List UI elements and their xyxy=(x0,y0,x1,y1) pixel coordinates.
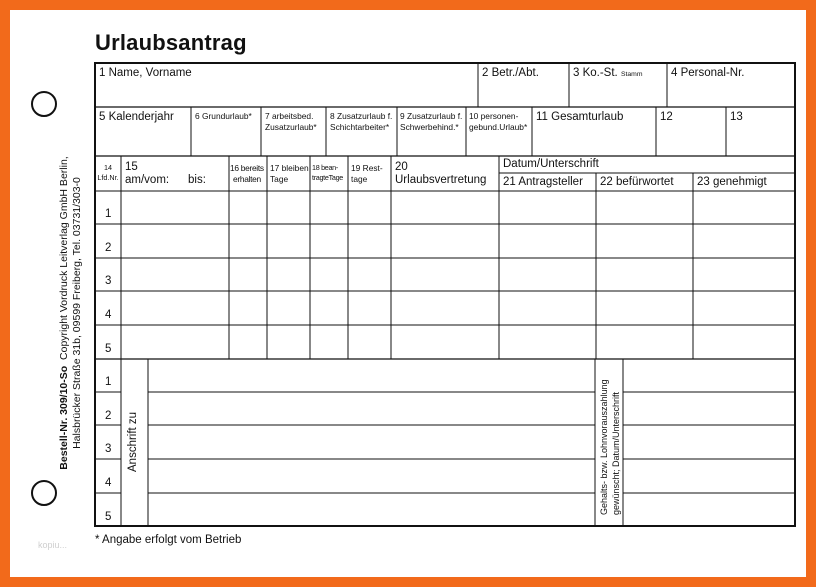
column-rest-days-header: 19 Rest- tage xyxy=(351,163,383,184)
watermark-text: kopiu... xyxy=(38,540,68,550)
field-disability-leave-label: 9 Zusatzurlaub f. Schwerbehind.* xyxy=(400,111,463,132)
field-work-condition-leave-label: 7 arbeitsbed. Zusatzurlaub* xyxy=(265,111,317,132)
signature-group-header: Datum/Unterschrift xyxy=(503,158,599,170)
field-base-leave-label: 6 Grundurlaub* xyxy=(195,111,252,121)
column-date-from-header: 15 am/vom: xyxy=(125,161,170,186)
column-substitute-header: 20 Urlaubsvertretung xyxy=(395,161,487,186)
advance-payment-label: Gehalts- bzw. Lohnvorauszahlung gewünscht; Datum/Unterschrift xyxy=(599,379,621,515)
row-number: 2 xyxy=(105,242,112,254)
publisher-address: Halsbrücker Straße 31b, 09599 Freiberg, Tel. 03731/303-0 xyxy=(71,177,83,449)
column-requested-days-header: 18 bean- tragteTage xyxy=(312,163,343,182)
row-number: 3 xyxy=(105,275,112,287)
row-number: 1 xyxy=(105,208,112,220)
row-number: 1 xyxy=(105,376,112,388)
column-date-to-header: bis: xyxy=(188,174,206,186)
field-12-label: 12 xyxy=(660,111,673,123)
footnote: * Angabe erfolgt vom Betrieb xyxy=(95,534,242,546)
row-number: 4 xyxy=(105,309,112,321)
row-number: 4 xyxy=(105,477,112,489)
column-remaining-days-header: 17 bleiben Tage xyxy=(270,163,309,184)
field-13-label: 13 xyxy=(730,111,743,123)
cost-center-subtext: Stamm xyxy=(620,71,643,78)
column-endorsed-header: 22 befürwortet xyxy=(600,176,674,188)
row-number: 5 xyxy=(105,343,112,355)
column-row-number-header: 14 Lfd.Nr. xyxy=(97,163,119,182)
column-applicant-header: 21 Antragsteller xyxy=(503,176,583,188)
form-sheet xyxy=(10,10,806,577)
field-calendar-year-label: 5 Kalenderjahr xyxy=(99,111,174,123)
copyright-text: Copyright Vordruck Leitverlag GmbH Berlin, xyxy=(58,156,70,360)
column-already-received-header: 16 bereits erhalten xyxy=(230,163,264,184)
address-label: Anschrift zu xyxy=(127,411,139,472)
form-grid xyxy=(10,10,806,577)
row-number: 2 xyxy=(105,410,112,422)
column-approved-header: 23 genehmigt xyxy=(697,176,767,188)
row-number: 3 xyxy=(105,443,112,455)
row-number: 5 xyxy=(105,511,112,523)
field-name-label: 1 Name, Vorname xyxy=(99,67,192,79)
field-cost-center-label: 3 Ko.-St. Stamm xyxy=(573,67,643,79)
form-title: Urlaubsantrag xyxy=(95,30,247,55)
field-shift-leave-label: 8 Zusatzurlaub f. Schichtarbeiter* xyxy=(330,111,393,132)
order-number: Bestell-Nr. 309/10-So xyxy=(58,365,70,470)
field-personal-leave-label: 10 personen- gebund.Urlaub* xyxy=(469,111,528,132)
field-department-label: 2 Betr./Abt. xyxy=(482,67,539,79)
field-personnel-number-label: 4 Personal-Nr. xyxy=(671,67,745,79)
field-total-leave-label: 11 Gesamturlaub xyxy=(536,111,624,123)
